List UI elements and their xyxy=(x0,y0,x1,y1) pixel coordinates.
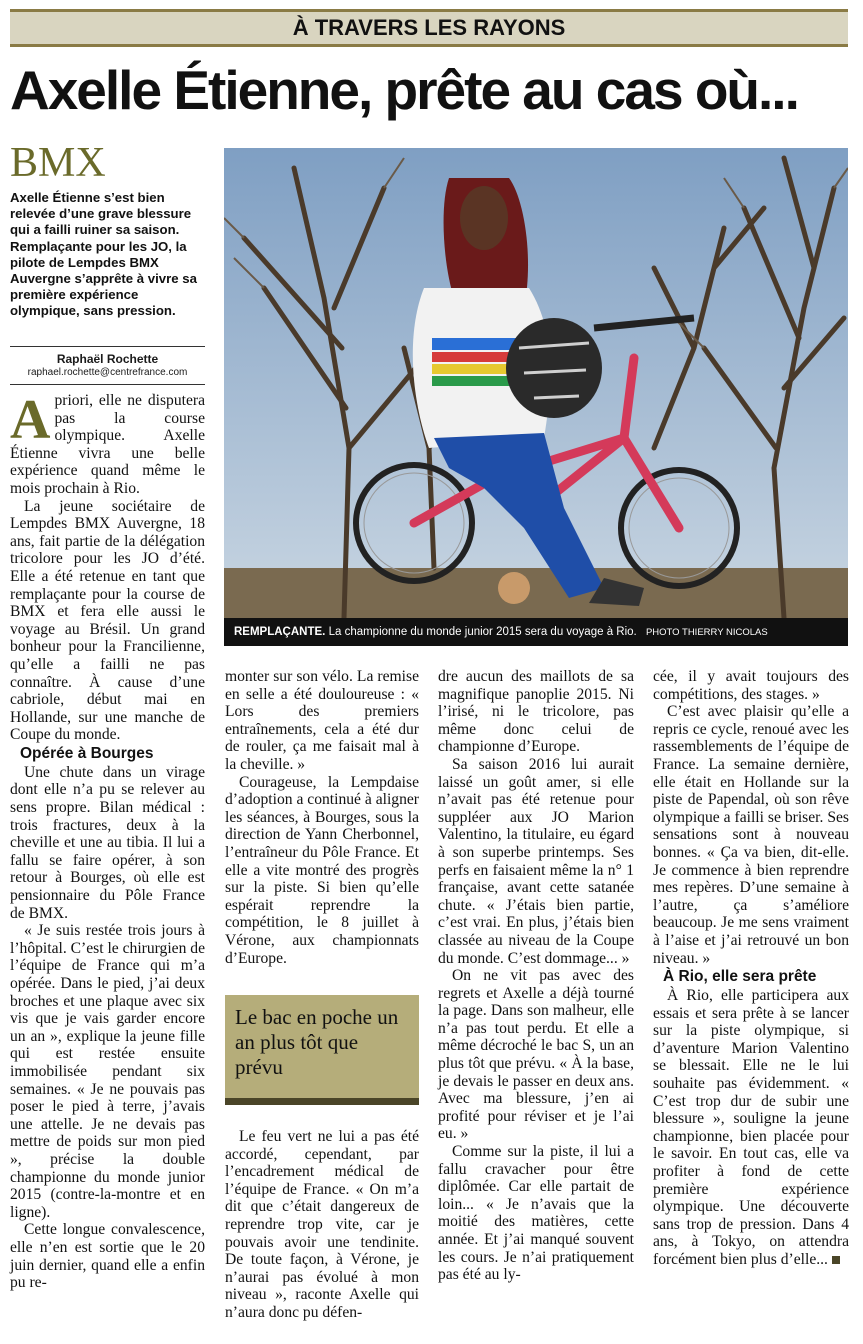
paragraph: « Je suis restée trois jours à l’hôpital. C’est le chirurgien de l’équipe de France qui m’a opérée. Dans le pied, j’ai deux broches et une plaque avec six vis que je vais garder encore un an », explique la jeune fille qui est restée ensuite immobilisée pendant six semaines. « Je ne pouvais pas poser le pied à terre, j’avais une attelle. Je ne devais pas mettre de poids sur mon pied », précise la double championne du monde junior 2015 (contre-la-montre et en ligne). xyxy=(10,922,206,1221)
subheading: Opérée à Bourges xyxy=(20,744,154,762)
paragraph: Une chute dans un virage dont elle n’a pu se relever au sens propre. Bilan médical : trois fractures, deux à la cheville et une au tibia. Il lui a fallu se faire opérer, à son retour à Bourges, où elle est pensionnaire du Pôle France de BMX. xyxy=(10,763,205,922)
divider xyxy=(10,346,205,347)
paragraph: Comme sur la piste, il lui a fallu cravacher pour être diplômée. Car elle partait de loin... « Je n’avais que la moitié des matières, cette année. Et j’ai manqué souvent les cours. Je n’ai pratiquement pas été au ly- xyxy=(438,1143,634,1284)
paragraph: Cette longue convalescence, elle n’en est sortie que le 20 juin dernier, quand elle a enfin pu re- xyxy=(10,1221,205,1292)
author-name: Raphaël Rochette xyxy=(56,352,159,366)
paragraph: cée, il y avait toujours des compétitions, des stages. » xyxy=(653,668,849,703)
photo-caption xyxy=(224,618,848,646)
byline xyxy=(10,352,205,380)
article-column-3 xyxy=(438,668,634,1284)
standfirst: Axelle Étienne s’est bien relevée d’une grave blessure qui a failli ruiner sa saison. Remplaçante pour les JO, la pilote de Lempdes BMX Auvergne s’apprête à vivre sa première expérience olympique, sans pression. xyxy=(10,190,197,319)
paragraph: On ne vit pas avec des regrets et Axelle a déjà tourné la page. Dans son malheur, elle n’a pas tout perdu. Et elle a même décroché le bac S, un an plus tôt que prévu. « À la base, je devais le passer en deux ans. Avec ma blessure, j’en ai profité pour réviser et je l’ai eu. » xyxy=(438,967,634,1143)
article-column-2 xyxy=(225,668,419,967)
paragraph: Courageuse, la Lempdaise d’adoption a continué à aligner les séances, à Bourges, sous la direction de Yann Cherbonnel, l’entraîneur du Pôle France. Et elle a vite montré des progrès sur la piste. Si bien qu’elle espérait reprendre la compétition, le 8 juillet à Vérone, aux championnats d’Europe. xyxy=(225,773,419,967)
bmx-rider-photo xyxy=(224,148,848,618)
paragraph: Apriori, elle ne disputera pas la course olympique. Axelle Étienne vivra une belle expérience quand même le mois prochain à Rio. xyxy=(10,389,205,497)
paragraph: Sa saison 2016 lui aurait laissé un goût amer, si elle n’avait pas été retenue pour suppléer aux JO Marion Valentino, la titulaire, eu égard à son superbe printemps. Ses perfs en faisaient même la n° 1 française, avant cette satanée chute. « J’étais bien partie, c’est vrai. En plus, j’étais bien classée au niveau de la Coupe du monde. C’est dommage... » xyxy=(438,755,634,967)
paragraph: monter sur son vélo. La remise en selle a été douloureuse : « Lors des premiers entraînements, cela a été dur de rouler, ça me faisait mal à la cheville. » xyxy=(225,668,419,773)
article-column-2b xyxy=(225,1128,419,1322)
article-column-1 xyxy=(10,389,206,1292)
dropcap: A xyxy=(10,389,51,451)
kicker: BMX xyxy=(10,140,106,186)
paragraph: La jeune sociétaire de Lempdes BMX Auvergne, 18 ans, fait partie de la délégation tricolore pour les JO d’été. Elle a été retenue en tant que remplaçante pour la course de BMX et fera elle aussi le voyage au Brésil. Un grand bonheur pour la Francilienne, qu’elle a failli ne pas connaître. À cause d’une cabriole, début mai en Hollande, sur une manche de Coupe du monde. xyxy=(10,497,205,744)
section-rubric: À TRAVERS LES RAYONS xyxy=(10,9,848,47)
paragraph: dre aucun des maillots de sa magnifique panoplie 2015. Ni l’irisé, ni le tricolore, pas même donc celui de championne d’Europe. xyxy=(438,668,634,756)
paragraph: C’est avec plaisir qu’elle a repris ce cycle, renoué avec les rassemblements de l’équipe de France. La semaine dernière, elle était en Hollande sur la piste de Papendal, où son rêve olympique a failli se briser. Ses sensations sont à nouveau bonnes. « Ça va bien, dit-elle. Je commence à bien reprendre mes repères. D’une semaine à l’autre, ça s’améliore beaucoup. Je me sens vraiment à l’aise et j’ai retrouvé un bon niveau. » xyxy=(653,703,849,967)
article-column-4 xyxy=(653,668,849,1269)
author-email: raphael.rochette@centrefrance.com xyxy=(27,367,188,378)
paragraph: Le feu vert ne lui a pas été accordé, cependant, par l’encadrement médical de l’équipe de France. « On m’a dit que c’était dangereux de reprendre trop vite, car je pouvais avoir une tendinite. De toute façon, à Vérone, je n’aurai pas évolué à mon niveau », raconte Axelle qui n’aura donc pu défen- xyxy=(225,1128,419,1321)
caption-label: REMPLAÇANTE. xyxy=(234,626,326,638)
subheading: À Rio, elle sera prête xyxy=(663,968,817,986)
divider xyxy=(10,384,205,385)
end-mark xyxy=(832,1256,840,1264)
headline: Axelle Étienne, prête au cas où... xyxy=(10,59,798,121)
paragraph: À Rio, elle participera aux essais et sera prête à se lancer sur la piste olympique, si d’aventure Marion Valentino se blessait. Elle ne le lui souhaite pas évidemment. « C’est trop dur de subir une blessure », souligne la jeune championne, bien placée pour le savoir. En tout cas, elle va profiter à fond de cette première expérience olympique. Une découverte sans trop de pression. Dans 4 ans, à Tokyo, on attendra forcément bien plus d’elle... xyxy=(653,987,849,1268)
highlight-box: Le bac en poche un an plus tôt que prévu xyxy=(225,995,419,1105)
photo-credit: PHOTO THIERRY NICOLAS xyxy=(645,627,768,638)
caption-text: La championne du monde junior 2015 sera du voyage à Rio. xyxy=(328,626,637,638)
